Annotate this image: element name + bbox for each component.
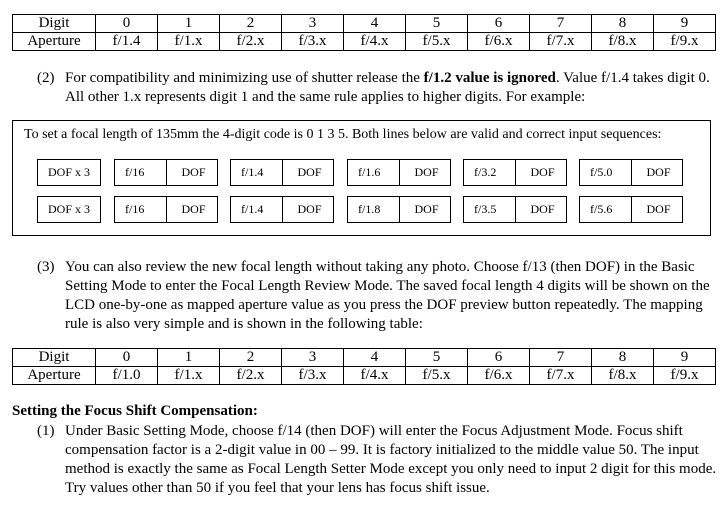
table-cell: f/1.x	[158, 33, 220, 51]
example-box	[12, 120, 711, 236]
sequence-dof: DOF	[282, 160, 336, 185]
table-cell: 6	[468, 349, 530, 367]
table-cell: 5	[406, 15, 468, 33]
table-row-aperture	[13, 367, 716, 385]
table-cell: 8	[592, 15, 654, 33]
sequence-box	[347, 159, 451, 186]
table-cell: f/6.x	[468, 33, 530, 51]
table-cell: f/6.x	[468, 367, 530, 385]
table-cell: 9	[654, 349, 716, 367]
table-cell: f/1.4	[96, 33, 158, 51]
table-cell: 4	[344, 15, 406, 33]
table-row-digit	[13, 349, 716, 367]
sequence-dof: DOF	[515, 197, 569, 222]
sequence-aperture: f/3.2	[474, 165, 497, 179]
sequence-box	[579, 196, 683, 223]
table-cell: f/1.0	[96, 367, 158, 385]
sequence-aperture: f/16	[125, 165, 145, 179]
table-cell: 0	[96, 15, 158, 33]
table-cell: 9	[654, 15, 716, 33]
table-cell: 7	[530, 349, 592, 367]
paragraph-text-before: For compatibility and minimizing use of shutter release the	[65, 70, 424, 86]
table-header-aperture: Aperture	[13, 367, 96, 385]
sequence-box	[230, 196, 334, 223]
table-cell: f/9.x	[654, 367, 716, 385]
sequence-box	[347, 196, 451, 223]
sequence-box	[114, 159, 218, 186]
digit-aperture-table-bottom	[12, 348, 716, 385]
table-cell: 8	[592, 349, 654, 367]
table-cell: 1	[158, 349, 220, 367]
table-header-digit: Digit	[13, 349, 96, 367]
table-cell: 3	[282, 349, 344, 367]
sequence-dof: DOF	[515, 160, 569, 185]
table-cell: 6	[468, 15, 530, 33]
table-cell: 7	[530, 15, 592, 33]
table-cell: f/5.x	[406, 367, 468, 385]
sequence-aperture: f/1.4	[241, 165, 264, 179]
table-cell: 1	[158, 15, 220, 33]
table-cell: 0	[96, 349, 158, 367]
table-cell: f/3.x	[282, 33, 344, 51]
sequence-dof: DOF	[282, 197, 336, 222]
table-row-digit	[13, 15, 716, 33]
sequence-box	[463, 159, 567, 186]
table-cell: f/2.x	[220, 367, 282, 385]
table-cell: f/8.x	[592, 367, 654, 385]
table-cell: 2	[220, 349, 282, 367]
table-cell: 5	[406, 349, 468, 367]
sequence-dof: DOF	[631, 160, 685, 185]
table-cell: 4	[344, 349, 406, 367]
table-header-aperture: Aperture	[13, 33, 96, 51]
sequence-aperture: f/1.4	[241, 202, 264, 216]
table-cell: f/7.x	[530, 33, 592, 51]
sequence-dof: DOF	[631, 197, 685, 222]
table-cell: f/5.x	[406, 33, 468, 51]
table-cell: f/8.x	[592, 33, 654, 51]
paragraph-emphasis: f/1.2 value is ignored	[423, 70, 556, 86]
sequence-dof: DOF	[399, 197, 453, 222]
table-header-digit: Digit	[13, 15, 96, 33]
section-heading: Setting the Focus Shift Compensation:	[12, 403, 258, 419]
sequence-box	[579, 159, 683, 186]
table-cell: 2	[220, 15, 282, 33]
sequence-dof: DOF	[166, 160, 220, 185]
table-cell: f/2.x	[220, 33, 282, 51]
table-cell: f/4.x	[344, 33, 406, 51]
paragraph-text: You can also review the new focal length without taking any photo. Choose f/13 (then DOF) in the Basic Setting Mode to enter the Focal Length Review Mode. The saved focal length 4 digits will be shown on the LCD one-by-one as mapped aperture value as you press the DOF preview button repeatedly. The mapping rule is also very simple and is shown in the following table:	[65, 259, 710, 332]
table-cell: f/1.x	[158, 367, 220, 385]
table-cell: f/7.x	[530, 367, 592, 385]
sequence-aperture: f/1.8	[358, 202, 381, 216]
table-row-aperture	[13, 33, 716, 51]
sequence-aperture: f/3.5	[474, 202, 497, 216]
table-cell: f/4.x	[344, 367, 406, 385]
sequence-box	[230, 159, 334, 186]
sequence-aperture: f/1.6	[358, 165, 381, 179]
sequence-box	[114, 196, 218, 223]
sequence-dof: DOF	[399, 160, 453, 185]
paragraph-number: (2)	[37, 70, 55, 86]
table-cell: f/9.x	[654, 33, 716, 51]
sequence-aperture: f/16	[125, 202, 145, 216]
table-cell: 3	[282, 15, 344, 33]
example-caption: To set a focal length of 135mm the 4-digit code is 0 1 3 5. Both lines below are valid and correct input sequences:	[24, 127, 662, 142]
sequence-aperture: f/5.6	[590, 202, 613, 216]
paragraph-number: (3)	[37, 259, 55, 275]
sequence-box	[463, 196, 567, 223]
sequence-box-dof-x3: DOF x 3	[37, 159, 101, 186]
table-cell: f/3.x	[282, 367, 344, 385]
sequence-dof: DOF	[166, 197, 220, 222]
sequence-box-dof-x3: DOF x 3	[37, 196, 101, 223]
paragraph-text: Under Basic Setting Mode, choose f/14 (then DOF) will enter the Focus Adjustment Mode. Focus shift compensation factor is a 2-digit value in 00 – 99. It is factory initialized to the middle value 50. The input method is exactly the same as Focal Length Setter Mode except you only need to input 2 digit for this mode. Try values other than 50 if you feel that your lens has focus shift issue.	[65, 423, 717, 496]
sequence-aperture: f/5.0	[590, 165, 613, 179]
paragraph-text-after: . Value f/1.4 takes digit 0. All other 1.x represents digit 1 and the same rule applies to higher digits. For example:	[65, 70, 710, 105]
digit-aperture-table-top	[12, 14, 716, 51]
paragraph-text	[65, 69, 725, 107]
paragraph-number: (1)	[37, 423, 55, 439]
